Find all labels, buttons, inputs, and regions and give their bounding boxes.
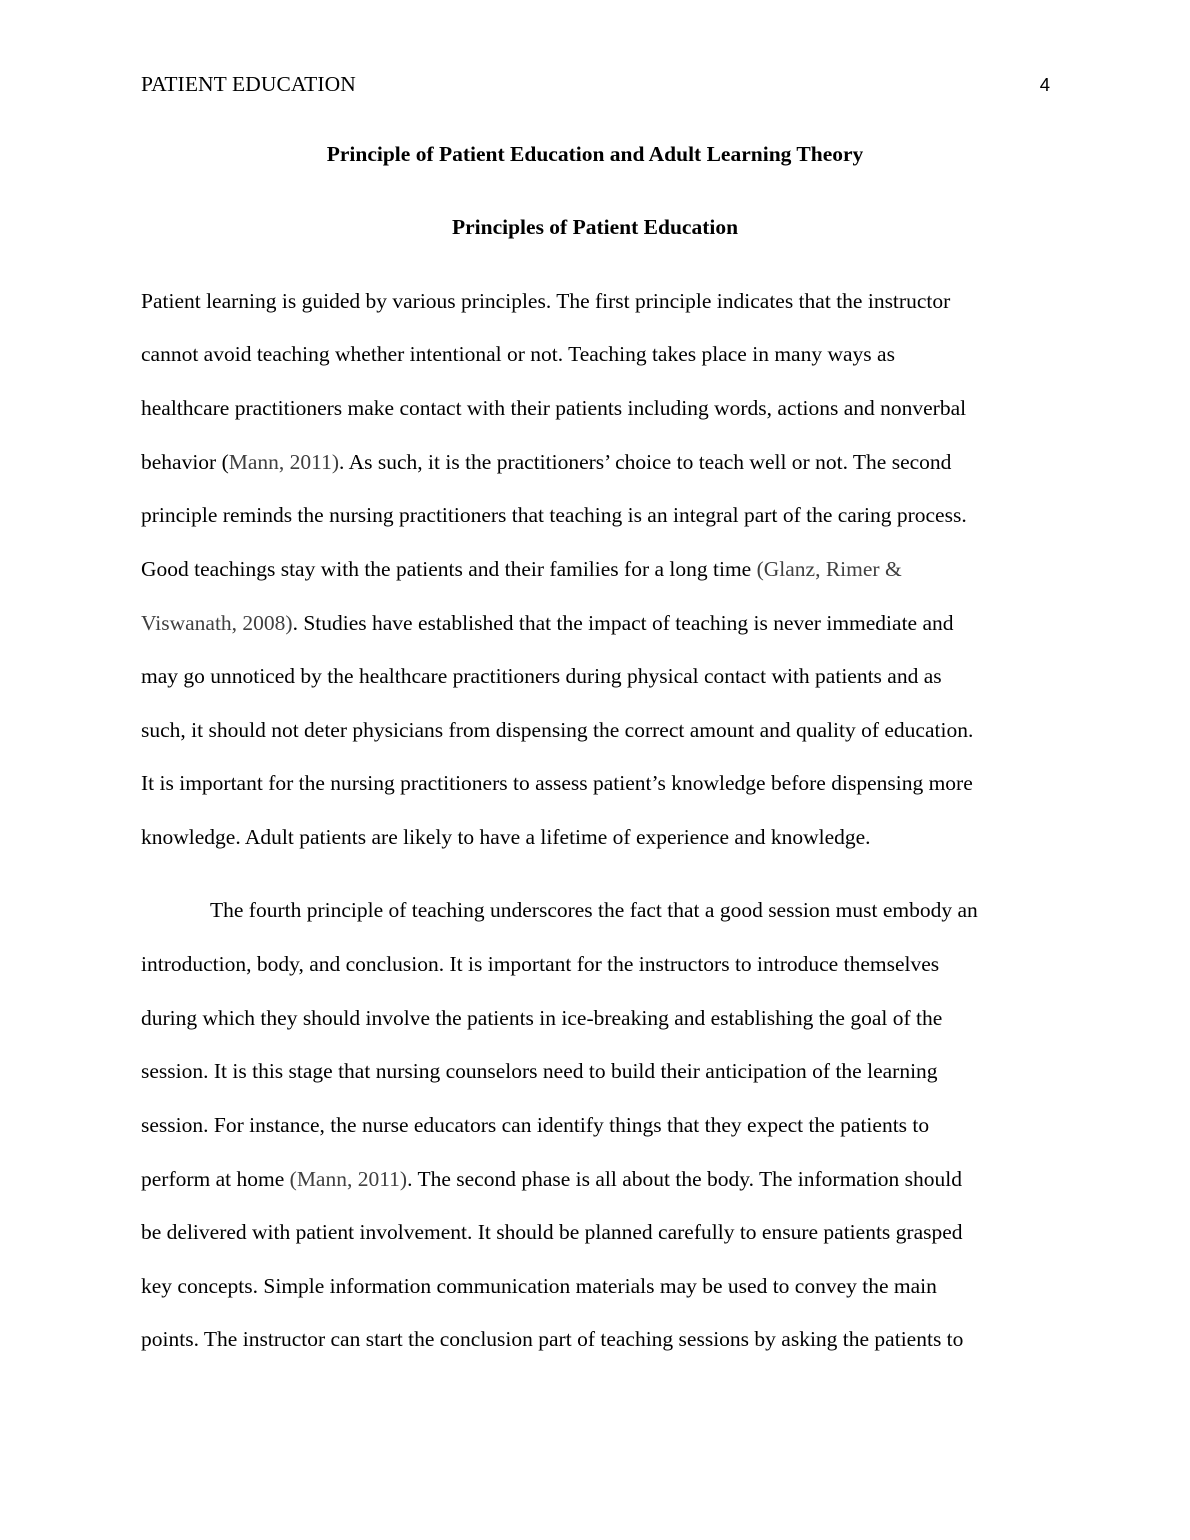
line-text: . The second phase is all about the body. The information should	[407, 1167, 963, 1191]
line-text: . As such, it is the practitioners’ choice to teach well or not. The second	[339, 450, 952, 474]
paragraph-1-line	[141, 609, 954, 637]
paragraph-2-line: be delivered with patient involvement. It should be planned carefully to ensure patients grasped	[141, 1220, 963, 1244]
citation: (Mann, 2011)	[289, 1167, 408, 1191]
paragraph-2-line: during which they should involve the patients in ice-breaking and establishing the goal of the	[141, 1006, 943, 1030]
line-text: behavior (	[141, 450, 229, 474]
paragraph-2-line: The fourth principle of teaching underscores the fact that a good session must embody an	[210, 898, 978, 922]
paragraph-1-line	[141, 448, 951, 476]
line-text: perform at home	[141, 1167, 290, 1191]
paragraph-1-line: knowledge. Adult patients are likely to have a lifetime of experience and knowledge.	[141, 825, 871, 849]
paragraph-2-line: session. For instance, the nurse educators can identify things that they expect the patients to	[141, 1113, 930, 1137]
paragraph-1-line: It is important for the nursing practitioners to assess patient’s knowledge before dispensing more	[141, 771, 973, 795]
paragraph-1-line: Patient learning is guided by various principles. The first principle indicates that the instructor	[141, 289, 951, 313]
paragraph-1-line: may go unnoticed by the healthcare practitioners during physical contact with patients and as	[141, 664, 942, 688]
paragraph-2-line: points. The instructor can start the conclusion part of teaching sessions by asking the patients to	[141, 1327, 964, 1351]
page-number: 4	[1039, 74, 1050, 95]
citation: Viswanath, 2008)	[141, 611, 293, 635]
paragraph-2-line: key concepts. Simple information communication materials may be used to convey the main	[141, 1274, 937, 1298]
paragraph-1-line	[141, 555, 902, 583]
paragraph-2-line: session. It is this stage that nursing counselors need to build their anticipation of the learning	[141, 1059, 938, 1083]
line-text: . Studies have established that the impact of teaching is never immediate and	[292, 611, 954, 635]
running-head: PATIENT EDUCATION	[141, 72, 356, 96]
paragraph-2-line	[141, 1165, 962, 1193]
line-text: Good teachings stay with the patients and their families for a long time	[141, 557, 757, 581]
paragraph-1-line: such, it should not deter physicians from dispensing the correct amount and quality of education.	[141, 718, 974, 742]
section-heading: Principles of Patient Education	[451, 215, 739, 239]
citation: (Glanz, Rimer &	[756, 557, 902, 581]
paragraph-1-line: principle reminds the nursing practitioners that teaching is an integral part of the caring process.	[141, 503, 967, 527]
citation: Mann, 2011)	[228, 450, 340, 474]
paragraph-2-line: introduction, body, and conclusion. It is important for the instructors to introduce themselves	[141, 952, 940, 976]
paragraph-1-line: healthcare practitioners make contact with their patients including words, actions and nonverbal	[141, 396, 967, 420]
document-title: Principle of Patient Education and Adult Learning Theory	[326, 142, 864, 166]
paragraph-1-line: cannot avoid teaching whether intentional or not. Teaching takes place in many ways as	[141, 342, 895, 366]
